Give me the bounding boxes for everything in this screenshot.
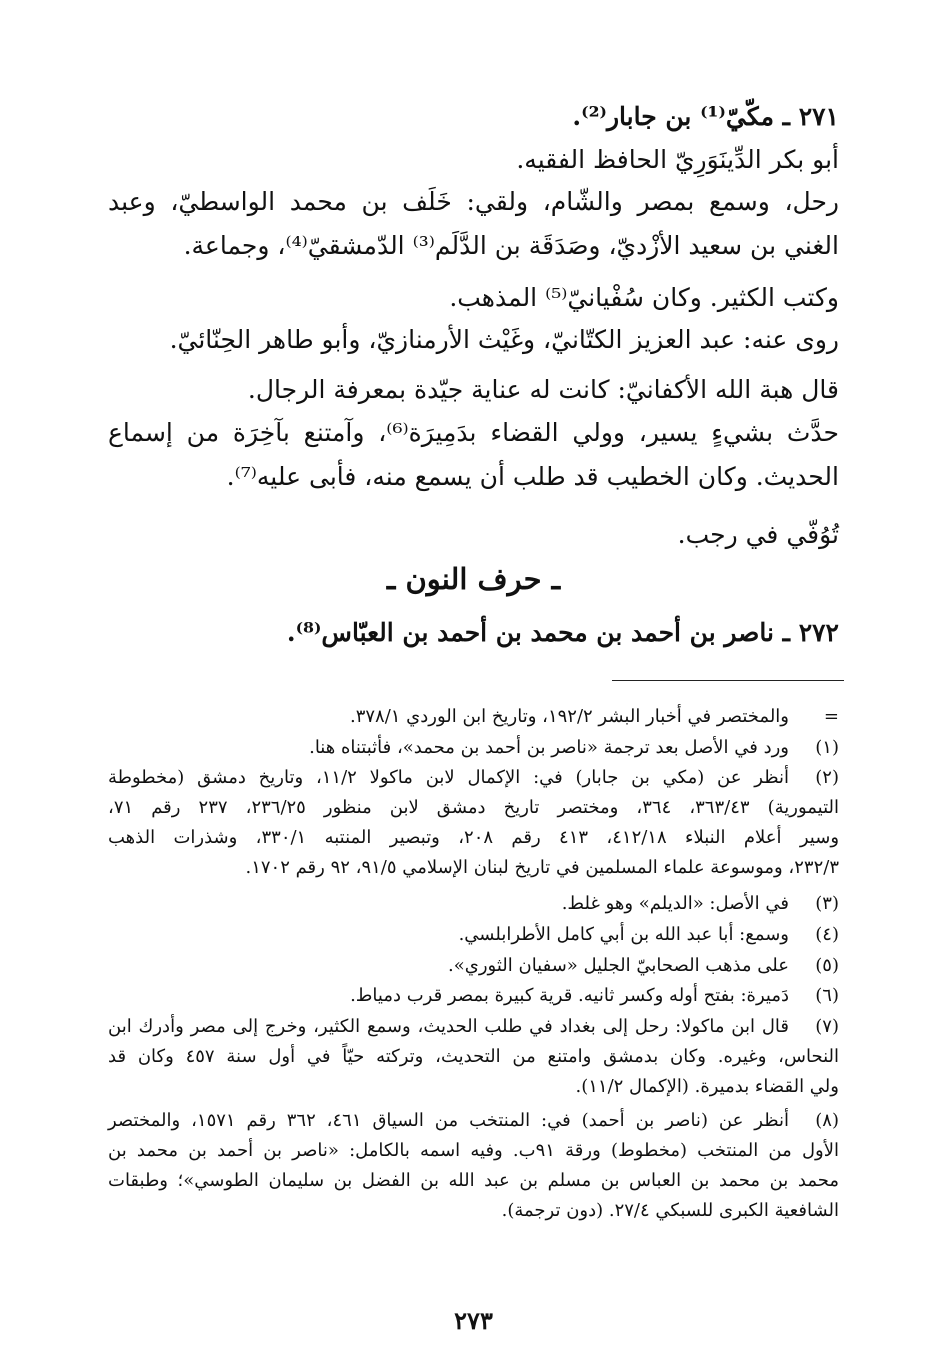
footnote-5 xyxy=(108,953,839,979)
entry-271-line: رحل، وسمع بمصر والشّام، ولقي: خَلَف بن محمد الواسطيّ، وعبد xyxy=(108,187,839,216)
footnote-1 xyxy=(108,735,839,761)
footnote-2 xyxy=(108,765,839,791)
entry-271-line: تُوُفّي في رجب. xyxy=(677,520,839,549)
entry-271-line: أبو بكر الدِّينَوَرِيّ الحافظ الفقيه. xyxy=(516,145,839,174)
footnote-continuation-mark: = xyxy=(823,706,839,727)
footnote-number: (٨) xyxy=(815,1110,839,1131)
footnote-number: (٦) xyxy=(815,985,839,1006)
entry-271-line: وكتب الكثير. وكان سُفْيانيّ⁽⁵⁾ المذهب. xyxy=(449,283,839,312)
footnote-7-line xyxy=(108,1074,839,1100)
entry-271-line: الحديث. وكان الخطيب قد طلب أن يسمع منه، فأبى عليه⁽⁷⁾. xyxy=(226,462,839,491)
footnote-line: ولي القضاء بدميرة. (الإكمال ١١/٢). xyxy=(575,1076,839,1097)
footnote-line: الأول من المنتخب (مخطوط) ورقة ٩١ب. وفيه اسمه بالكامل: «ناصر بن أحمد بن محمد بن xyxy=(108,1140,839,1161)
section-heading: ـ حرف النون ـ xyxy=(386,562,561,596)
footnote-7 xyxy=(108,1014,839,1040)
footnote-number: (٥) xyxy=(815,955,839,976)
footnote-8 xyxy=(108,1108,839,1134)
footnote-number: (٢) xyxy=(815,767,839,788)
footnote-continuation xyxy=(108,704,839,730)
footnote-line: قال ابن ماكولا: رحل إلى بغداد في طلب الحديث، وسمع الكثير، وخرج إلى مصر وأدرك ابن xyxy=(108,1016,789,1037)
footnote-8-line xyxy=(108,1198,839,1224)
footnote-3 xyxy=(108,891,839,917)
footnote-line: دَميرة: بفتح أوله وكسر ثانيه. قرية كبيرة بمصر قرب دمياط. xyxy=(350,985,789,1006)
footnote-number: (٣) xyxy=(815,893,839,914)
footnote-line: وسمع: أبا عبد الله بن أبي كامل الأطرابلسي. xyxy=(458,924,789,945)
entry-271-title: ٢٧١ ـ مكّيّ⁽¹⁾ بن جابار⁽²⁾. xyxy=(572,102,839,131)
entry-271-line: حدَّث بشيءٍ يسير، وولي القضاء بدَمِيرَة⁽⁶⁾، وآمتنع بآخِرَة من إسماع xyxy=(108,418,839,447)
footnote-line: ورد في الأصل بعد ترجمة «ناصر بن أحمد بن محمد»، فأثبتناه هنا. xyxy=(309,737,789,758)
footnote-line: على مذهب الصحابيّ الجليل «سفيان الثوري». xyxy=(448,955,789,976)
footnote-line: النحاس، وغيره. وكان بدمشق وامتنع من التحديث، وتركته حيّاً في أول سنة ٤٥٧ وكان قد xyxy=(108,1046,839,1067)
footnote-2-line xyxy=(108,795,839,821)
footnote-number: (٧) xyxy=(815,1016,839,1037)
footnote-line: أنظر عن (ناصر بن أحمد) في: المنتخب من السياق ٤٦١، ٣٦٢ رقم ١٥٧١، والمختصر xyxy=(108,1110,789,1131)
footnote-6 xyxy=(108,983,839,1009)
footnote-4 xyxy=(108,922,839,948)
footnote-line: والمختصر في أخبار البشر ١٩٢/٢، وتاريخ ابن الوردي ٣٧٨/١. xyxy=(349,706,789,727)
entry-271-line: الغني بن سعيد الأزْديّ، وصَدَقَة بن الدَّلَم⁽³⁾ الدّمشقيّ⁽⁴⁾، وجماعة. xyxy=(183,231,839,260)
footnote-8-line xyxy=(108,1138,839,1164)
entry-271-line: قال هبة الله الأكفانيّ: كانت له عناية جيّدة بمعرفة الرجال. xyxy=(247,375,839,404)
entry-271-line: روى عنه: عبد العزيز الكتّانيّ، وغَيْث الأرمنازيّ، وأبو طاهر الحِنّائيّ. xyxy=(169,325,839,354)
footnote-line: ٢٣٢/٣، وموسوعة علماء المسلمين في تاريخ لبنان الإسلامي ٩١/٥، ٩٢ رقم ١٧٠٢. xyxy=(245,857,839,878)
entry-272-title: ٢٧٢ ـ ناصر بن أحمد بن محمد بن أحمد بن العبّاس⁽⁸⁾. xyxy=(286,618,839,647)
page-number: ٢٧٣ xyxy=(454,1306,493,1335)
footnote-7-line xyxy=(108,1044,839,1070)
footnote-line: أنظر عن (مكي بن جابار) في: الإكمال لابن ماكولا ١١/٢، وتاريخ دمشق (مخطوطة xyxy=(108,767,789,788)
footnote-number: (٤) xyxy=(815,924,839,945)
footnote-line: محمد بن محمد بن العباس بن مسلم بن عبد الله بن الفضل بن سليمان الطوسي»؛ وطبقات xyxy=(108,1170,839,1191)
footnote-line: وسير أعلام النبلاء ٤١٢/١٨، ٤١٣ رقم ٢٠٨، وتبصير المنتبه ٣٣٠/١، وشذرات الذهب xyxy=(108,827,840,848)
footnote-2-line xyxy=(108,855,839,881)
footnote-line: التيمورية) ٣٦٣/٤٣، ٣٦٤، ومختصر تاريخ دمشق لابن منظور ٢٣٦/٢٥، ٢٣٧ رقم ٧١، xyxy=(108,797,840,818)
footnote-8-line xyxy=(108,1168,839,1194)
footnote-line: الشافعية الكبرى للسبكي ٢٧/٤. (دون ترجمة). xyxy=(501,1200,839,1221)
footnote-separator xyxy=(612,680,844,681)
footnote-2-line xyxy=(108,825,839,851)
footnote-number: (١) xyxy=(815,737,839,758)
footnote-line: في الأصل: «الديلم» وهو غلط. xyxy=(561,893,789,914)
